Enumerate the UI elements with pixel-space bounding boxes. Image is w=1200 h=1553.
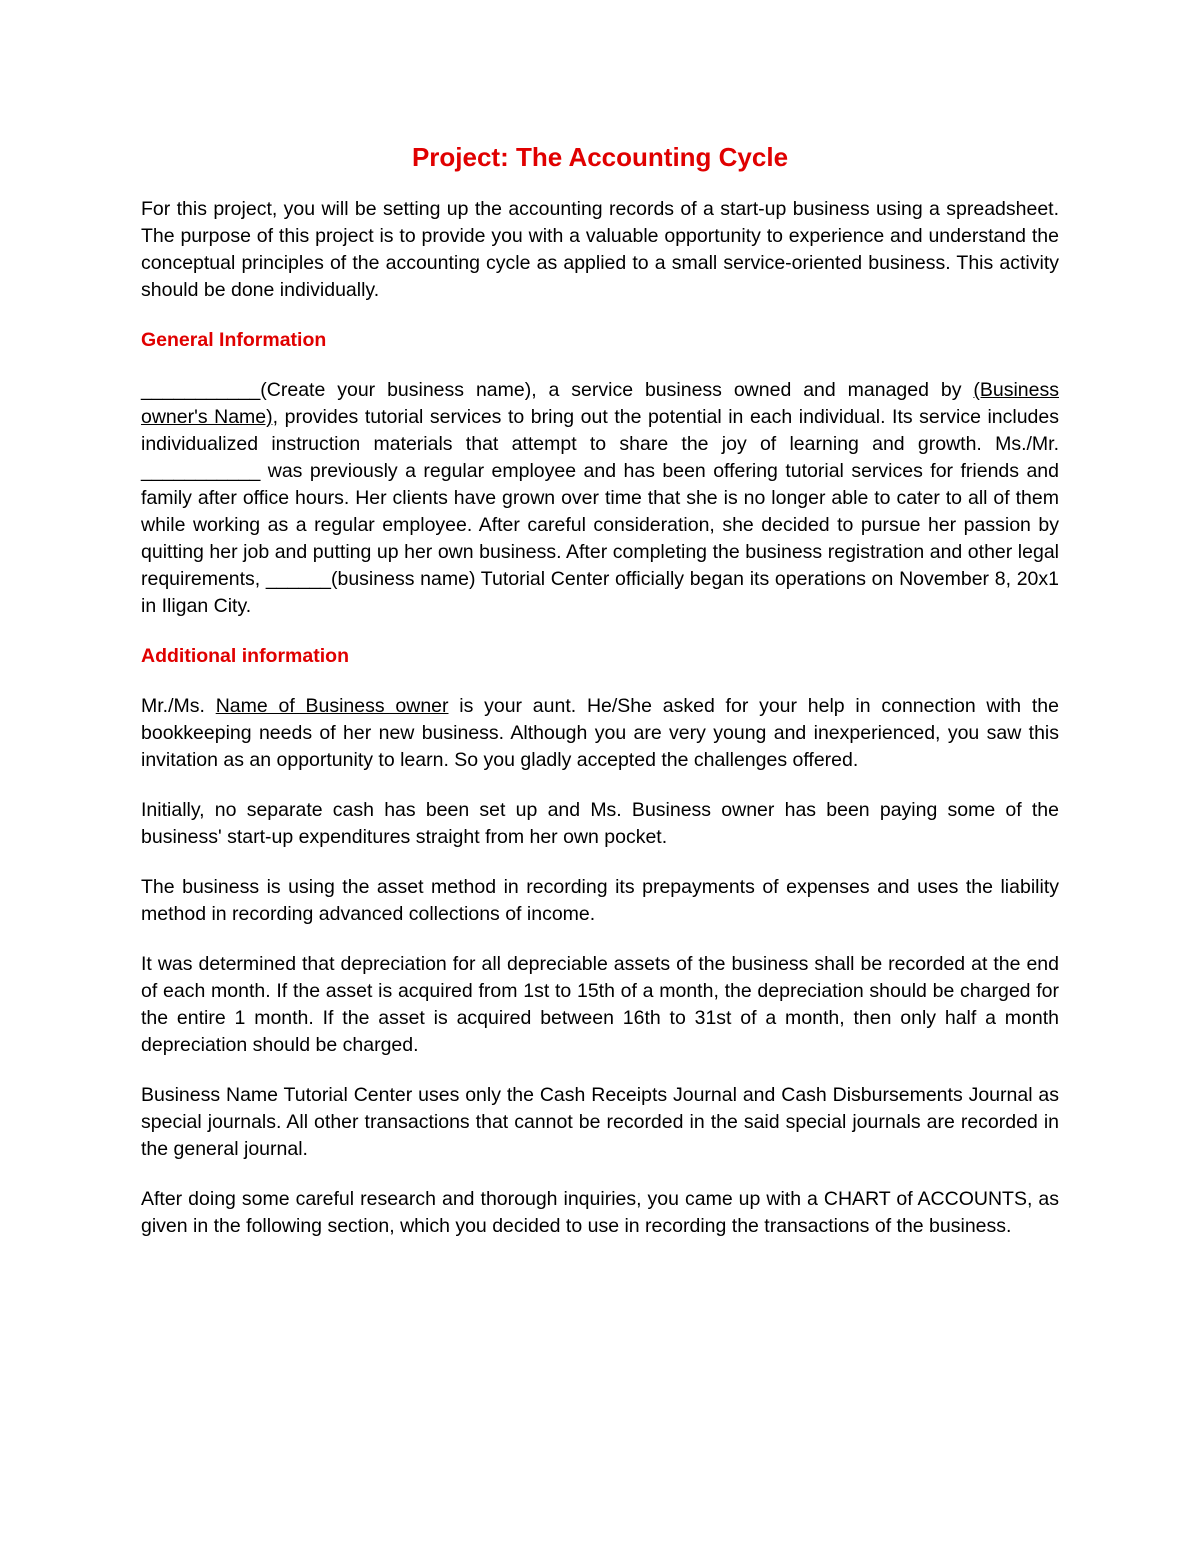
- general-information-heading: General Information: [141, 329, 327, 351]
- paragraph-initial-cash: Initially, no separate cash has been set up and Ms. Business owner has been paying some of the business' start-up expenditures straight from her own pocket.: [141, 799, 1059, 848]
- additional-rest: is your aunt. He/She asked for your help in connection with the bookkeeping needs of her new business. Although you are very young and inexperienced, you saw this invitation as an opportunity to learn. So you gladly accepted the challenges offered.: [141, 695, 1059, 771]
- additional-prefix: Mr./Ms.: [141, 695, 216, 717]
- business-name-blank: ___________: [141, 379, 261, 401]
- paragraph-special-journals: Business Name Tutorial Center uses only the Cash Receipts Journal and Cash Disbursements Journal as special journals. All other transactions that cannot be recorded in the said special journals are recorded in the general journal.: [141, 1084, 1059, 1160]
- business-owner-name: (Business owner's Name),: [141, 379, 1059, 428]
- general-text-part1: (Create your business name), a service business owned and managed by: [260, 379, 974, 401]
- additional-information-heading: Additional information: [141, 645, 349, 667]
- general-information-paragraph: [141, 377, 1059, 620]
- intro-paragraph: For this project, you will be setting up the accounting records of a start-up business using a spreadsheet. The purpose of this project is to provide you with a valuable opportunity to experience and understand the conceptual principles of the accounting cycle as applied to a small service-oriented business. This activity should be done individually.: [141, 198, 1059, 301]
- paragraph-chart-of-accounts: After doing some careful research and thorough inquiries, you came up with a CHART of ACCOUNTS, as given in the following section, which you decided to use in recording the transactions of the business.: [141, 1188, 1059, 1237]
- page-title: Project: The Accounting Cycle: [411, 142, 789, 172]
- general-text-part2: provides tutorial services to bring out the potential in each individual. Its service includes individualized instruction materials that attempt to share the joy of learning and growth. Ms./Mr. ___________ was previously a regular employee and has been offering tutorial services for friends and family after office hours. Her clients have grown over time that she is no longer able to cater to all of them while working as a regular employee. After careful consideration, she decided to pursue her passion by quitting her job and putting up her own business. After completing the business registration and other legal requirements, ______(business name) Tutorial Center officially began its operations on November 8, 20x1 in Iligan City.: [141, 406, 1059, 617]
- additional-information-paragraph: [141, 693, 1059, 774]
- paragraph-depreciation: It was determined that depreciation for all depreciable assets of the business shall be recorded at the end of each month. If the asset is acquired from 1st to 15th of a month, the depreciation should be charged for the entire 1 month. If the asset is acquired between 16th to 31st of a month, then only half a month depreciation should be charged.: [141, 953, 1059, 1056]
- business-owner-placeholder: Name of Business owner: [215, 695, 449, 717]
- document-page: [141, 140, 1059, 1263]
- paragraph-asset-method: The business is using the asset method in recording its prepayments of expenses and uses the liability method in recording advanced collections of income.: [141, 876, 1059, 925]
